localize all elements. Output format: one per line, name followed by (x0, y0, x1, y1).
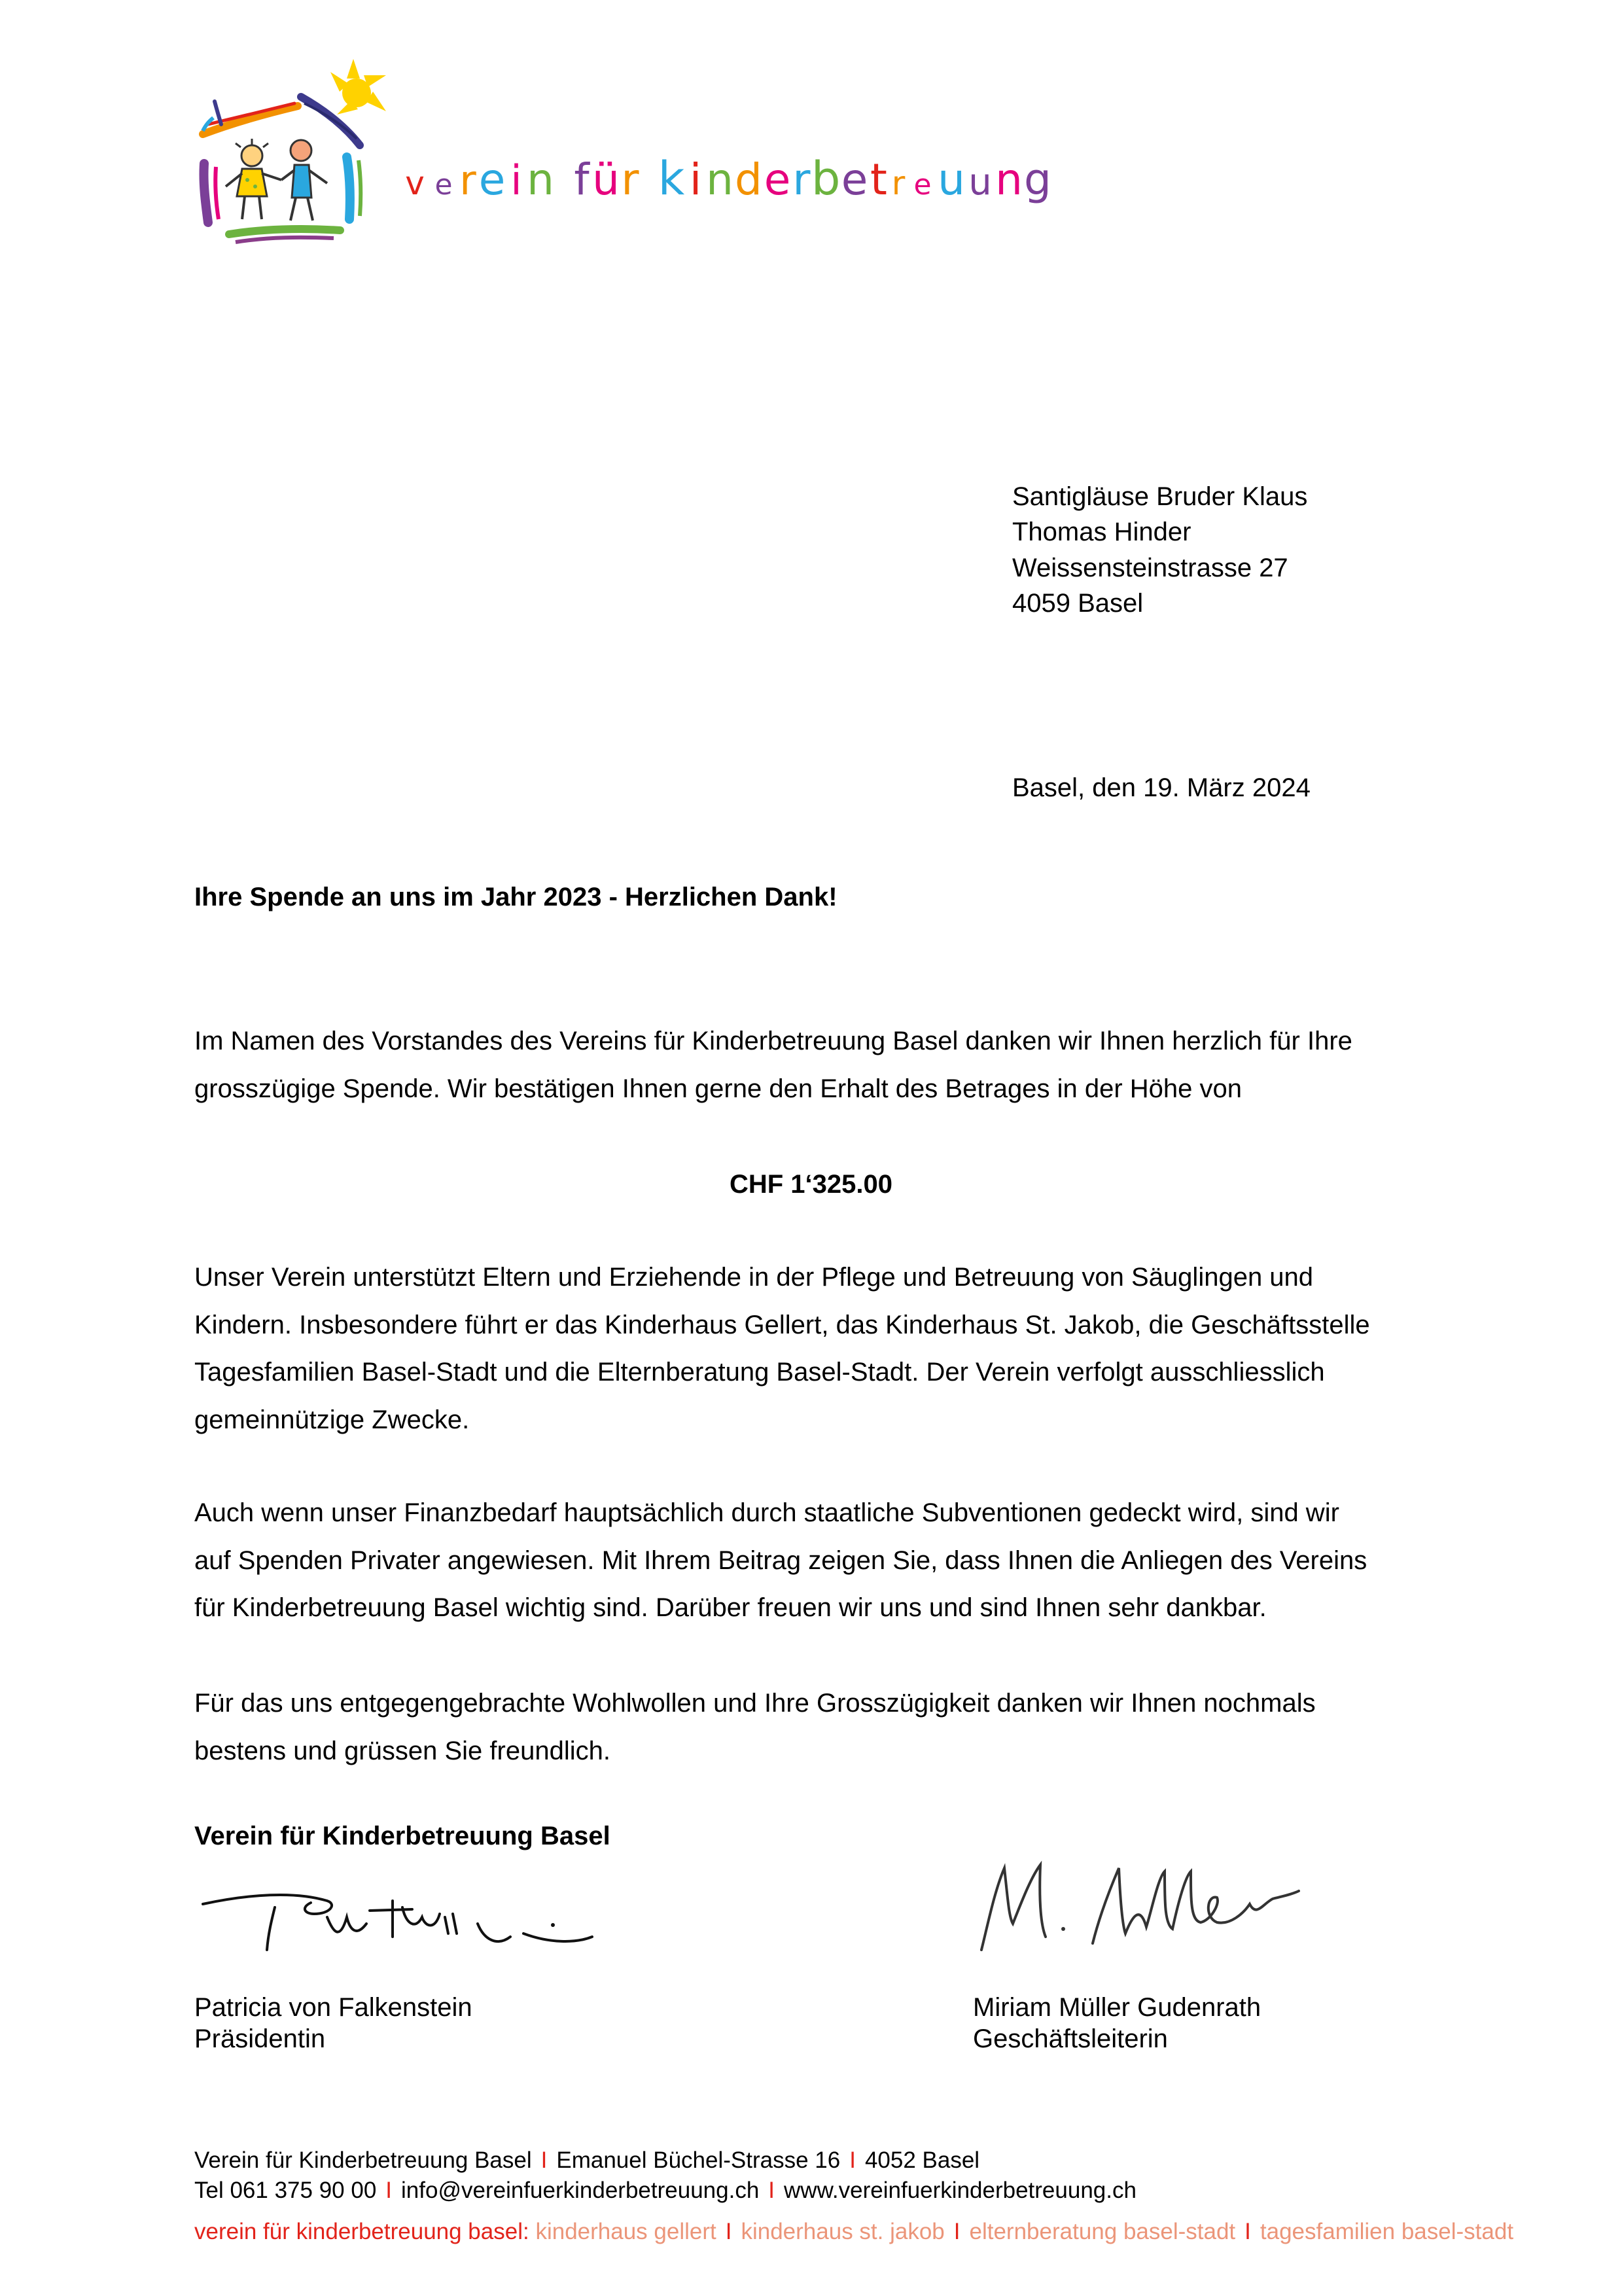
footer-contact-line (194, 2176, 1137, 2205)
footer-institution: tagesfamilien basel-stadt (1260, 2219, 1514, 2244)
footer-phone: Tel 061 375 90 00 (194, 2178, 377, 2203)
paragraph-line: Auch wenn unser Finanzbedarf hauptsächlich durch staatliche Subventionen gedeckt wird, sind wir (194, 1498, 1339, 1527)
organization-logo (190, 52, 412, 249)
wordmark-letter: r (459, 156, 476, 204)
footer-institutions-line (194, 2217, 1513, 2246)
wordmark-letter: t (870, 154, 887, 205)
wordmark-letter: e (478, 154, 506, 205)
wordmark-letter: e (764, 154, 791, 205)
letter-date: Basel, den 19. März 2024 (1012, 773, 1311, 802)
paragraph-line: grosszügige Spende. Wir bestätigen Ihnen gerne den Erhalt des Betrages in der Höhe von (194, 1074, 1243, 1103)
wordmark-letter: d (735, 154, 762, 205)
paragraph-3 (194, 1489, 1367, 1632)
footer-institution: elternberatung basel-stadt (969, 2219, 1236, 2244)
letter-subject: Ihre Spende an uns im Jahr 2023 - Herzlichen Dank! (194, 883, 837, 911)
paragraph-line: Unser Verein unterstützt Eltern und Erziehende in der Pflege und Betreuung von Säuglingen und (194, 1263, 1314, 1292)
wordmark-letter: n (995, 154, 1023, 205)
recipient-line-4: 4059 Basel (1012, 589, 1144, 618)
footer-street: Emanuel Büchel-Strasse 16 (556, 2147, 841, 2173)
signatory-right-name: Miriam Müller Gudenrath (973, 1993, 1261, 2022)
footer-separator: I (953, 2219, 961, 2244)
closing-organization: Verein für Kinderbetreuung Basel (194, 1822, 610, 1850)
signature-right (968, 1852, 1309, 1963)
recipient-line-1: Santigläuse Bruder Klaus (1012, 482, 1308, 511)
wordmark-letter: u (938, 154, 965, 205)
wordmark-letter: r (792, 154, 811, 205)
wordmark-letter: e (434, 168, 453, 202)
wordmark-letter: v (405, 164, 425, 202)
signature-left (196, 1878, 602, 1963)
footer-separator: I (725, 2219, 732, 2244)
wordmark-letter: i (689, 154, 702, 205)
paragraph-4 (194, 1680, 1316, 1775)
wordmark-letter: g (1024, 154, 1051, 205)
logo-wordmark (400, 152, 1052, 217)
recipient-line-2: Thomas Hinder (1012, 518, 1191, 546)
signatory-left-name: Patricia von Falkenstein (194, 1993, 472, 2022)
footer-separator: I (1244, 2219, 1251, 2244)
wordmark-letter: e (913, 168, 932, 202)
wordmark-letter: i (510, 156, 522, 204)
paragraph-line: für Kinderbetreuung Basel wichtig sind. Darüber freuen wir uns und sind Ihnen sehr dankbar. (194, 1593, 1267, 1622)
footer-separator: I (849, 2147, 856, 2173)
wordmark-letter: r (891, 164, 906, 202)
wordmark-letter: k (658, 152, 685, 205)
footer-separator: I (768, 2178, 775, 2203)
wordmark-letter: r (621, 154, 639, 205)
footer-address-line (194, 2146, 979, 2175)
footer-separator: I (385, 2178, 393, 2203)
paragraph-line: Im Namen des Vorstandes des Vereins für Kinderbetreuung Basel danken wir Ihnen herzlich für Ihre (194, 1027, 1352, 1055)
wordmark-letter: u (968, 161, 992, 203)
paragraph-line: auf Spenden Privater angewiesen. Mit Ihrem Beitrag zeigen Sie, dass Ihnen die Anliegen des Vereins (194, 1545, 1367, 1575)
paragraph-2 (194, 1254, 1370, 1443)
footer-city: 4052 Basel (864, 2147, 980, 2173)
paragraph-line: Tagesfamilien Basel-Stadt und die Elternberatung Basel-Stadt. Der Verein verfolgt ausschliesslich (194, 1358, 1325, 1386)
footer-org-name: Verein für Kinderbetreuung Basel (194, 2147, 532, 2173)
footer-institution: kinderhaus st. jakob (741, 2219, 945, 2244)
footer-website-link[interactable]: www.vereinfuerkinderbetreuung.ch (784, 2178, 1137, 2203)
signatory-left-role: Präsidentin (194, 2024, 326, 2053)
wordmark-letter: n (706, 154, 733, 205)
footer-institutions-lead: verein für kinderbetreuung basel: (194, 2219, 529, 2244)
signatory-right-role: Geschäftsleiterin (973, 2024, 1168, 2053)
wordmark-letter: n (527, 154, 554, 205)
paragraph-line: bestens und grüssen Sie freundlich. (194, 1736, 610, 1765)
wordmark-letter: ü (592, 154, 620, 205)
wordmark-letter: f (574, 154, 590, 205)
paragraph-line: Für das uns entgegengebrachte Wohlwollen und Ihre Grosszügigkeit danken wir Ihnen nochmals (194, 1689, 1316, 1718)
footer-institution: kinderhaus gellert (535, 2219, 716, 2244)
paragraph-line: gemeinnützige Zwecke. (194, 1405, 470, 1434)
footer-separator: I (540, 2147, 548, 2173)
recipient-line-3: Weissensteinstrasse 27 (1012, 554, 1288, 582)
wordmark-letter: b (811, 152, 841, 205)
wordmark-letter: e (841, 154, 868, 205)
footer-email-link[interactable]: info@vereinfuerkinderbetreuung.ch (401, 2178, 760, 2203)
donation-amount: CHF 1‘325.00 (729, 1170, 893, 1199)
paragraph-line: Kindern. Insbesondere führt er das Kinderhaus Gellert, das Kinderhaus St. Jakob, die Geschäftsstelle (194, 1310, 1370, 1339)
paragraph-1 (194, 1017, 1352, 1112)
